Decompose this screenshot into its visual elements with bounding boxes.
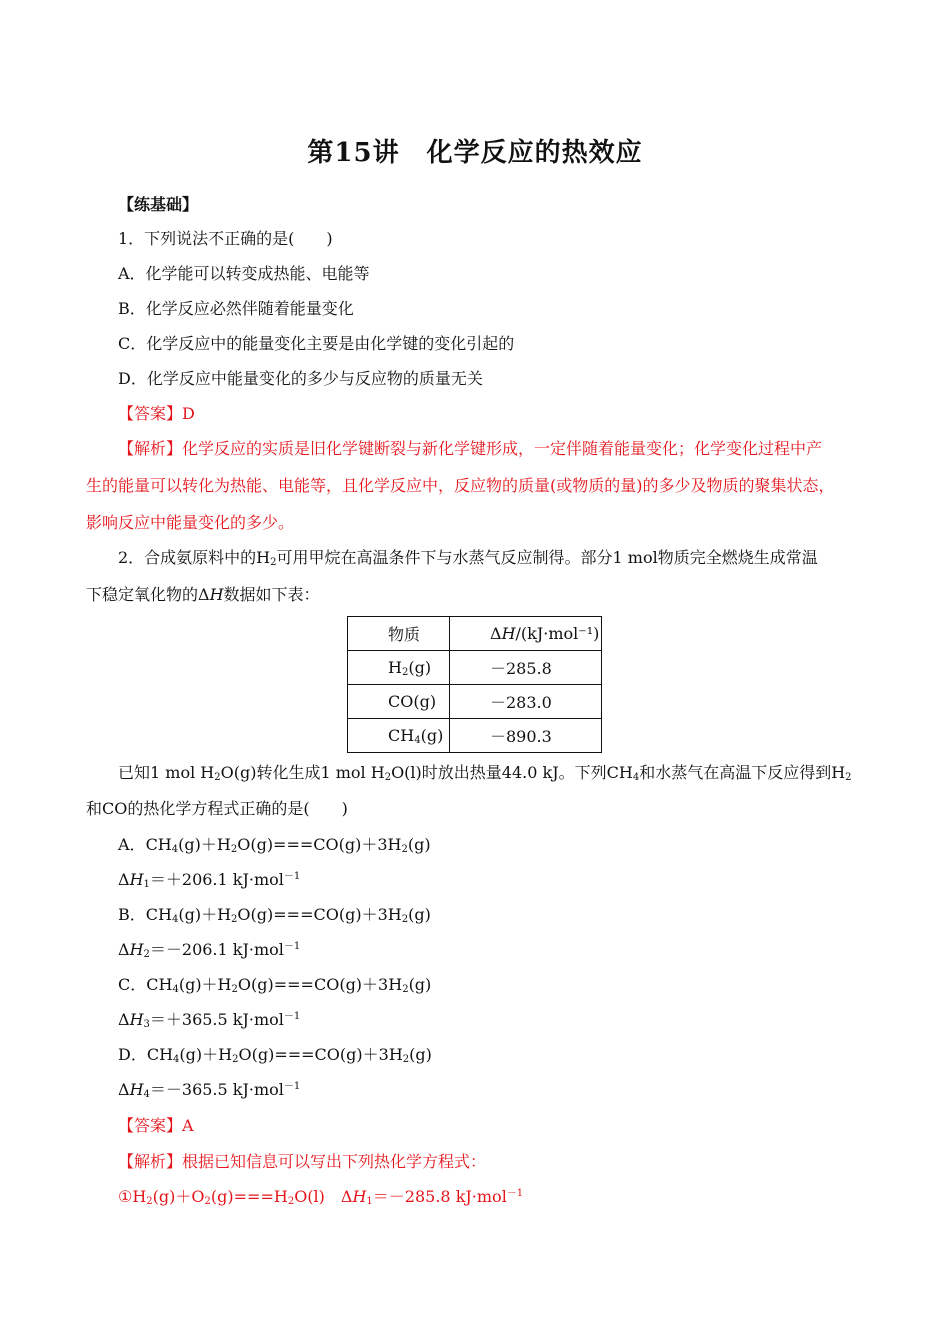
q2-answer: 【答案】A [118,1116,194,1135]
q2-known-line2: 和CO的热化学方程式正确的是( ) [86,799,348,818]
q1-analysis-line3: 影响反应中能量变化的多少。 [86,513,295,532]
q2-option-d-equation: D．$CH_4(g)+H_2O(g)===CO(g)+3H_2(g)$ [118,1045,432,1065]
q2-stem-line2: 下稳定氧化物的ΔH数据如下表： [86,585,320,604]
q2-stem-line1: 2．合成氨原料中的$H_2$可用甲烷在高温条件下与水蒸气反应制得。部分1 mol物质完全燃烧生成常温 [118,548,818,568]
q2-option-c-delta-h: $\Delta H_3=+365.5$ kJ·mol$^{-1}$ [118,1010,301,1030]
q1-option-a: A．化学能可以转变成热能、电能等 [118,264,370,283]
q2-option-c-equation: C．$CH_4(g)+H_2O(g)===CO(g)+3H_2(g)$ [118,975,432,995]
table-row: CO(g) －283.0 [348,685,602,719]
q2-analysis: 【解析】根据已知信息可以写出下列热化学方程式： [118,1152,487,1171]
q2-option-b-equation: B．$CH_4(g)+H_2O(g)===CO(g)+3H_2(g)$ [118,905,431,925]
q2-analysis-equation-1: $①H_2(g)+O_2(g)===H_2O(l)$ $\Delta H_1=-285.8$ kJ·mol$^{-1}$ [118,1187,524,1207]
section-heading: 【练基础】 [118,195,199,214]
q1-stem: 1．下列说法不正确的是( ) [118,229,333,248]
table-header-substance: 物质 [348,617,450,651]
q2-option-d-delta-h: $\Delta H_4=-365.5$ kJ·mol$^{-1}$ [118,1080,301,1100]
table-header-row [348,617,602,651]
q1-option-d: D．化学反应中能量变化的多少与反应物的质量无关 [118,369,483,388]
q2-option-a-equation: A．$CH_4(g)+H_2O(g)===CO(g)+3H_2(g)$ [118,835,431,855]
table-row: $CH_4(g)$ －890.3 [348,719,602,753]
q2-option-a-delta-h: $\Delta H_1=+206.1$ kJ·mol$^{-1}$ [118,870,301,890]
q2-known-line1: 已知1 mol $H_2O(g)$转化生成1 mol $H_2O(l)$时放出热量44.0 kJ。下列$CH_4$和水蒸气在高温下反应得到$H_2$ [118,763,852,783]
page-title: 第15讲 化学反应的热效应 [307,138,643,168]
q1-option-b: B．化学反应必然伴随着能量变化 [118,299,354,318]
q2-option-b-delta-h: $\Delta H_2=-206.1$ kJ·mol$^{-1}$ [118,940,301,960]
table-header-delta-h: ΔH/(kJ·mol⁻¹) [450,617,602,651]
q1-option-c: C．化学反应中的能量变化主要是由化学键的变化引起的 [118,334,515,353]
q1-answer: 【答案】D [118,404,195,423]
q1-analysis-line1: 【解析】化学反应的实质是旧化学键断裂与新化学键形成，一定伴随着能量变化；化学变化过程中产 [118,439,823,458]
enthalpy-table [347,616,602,753]
table-row: $H_2(g)$ －285.8 [348,651,602,685]
q1-analysis-line2: 生的能量可以转化为热能、电能等，且化学反应中，反应物的质量(或物质的量)的多少及物质的聚集状态， [86,476,835,495]
